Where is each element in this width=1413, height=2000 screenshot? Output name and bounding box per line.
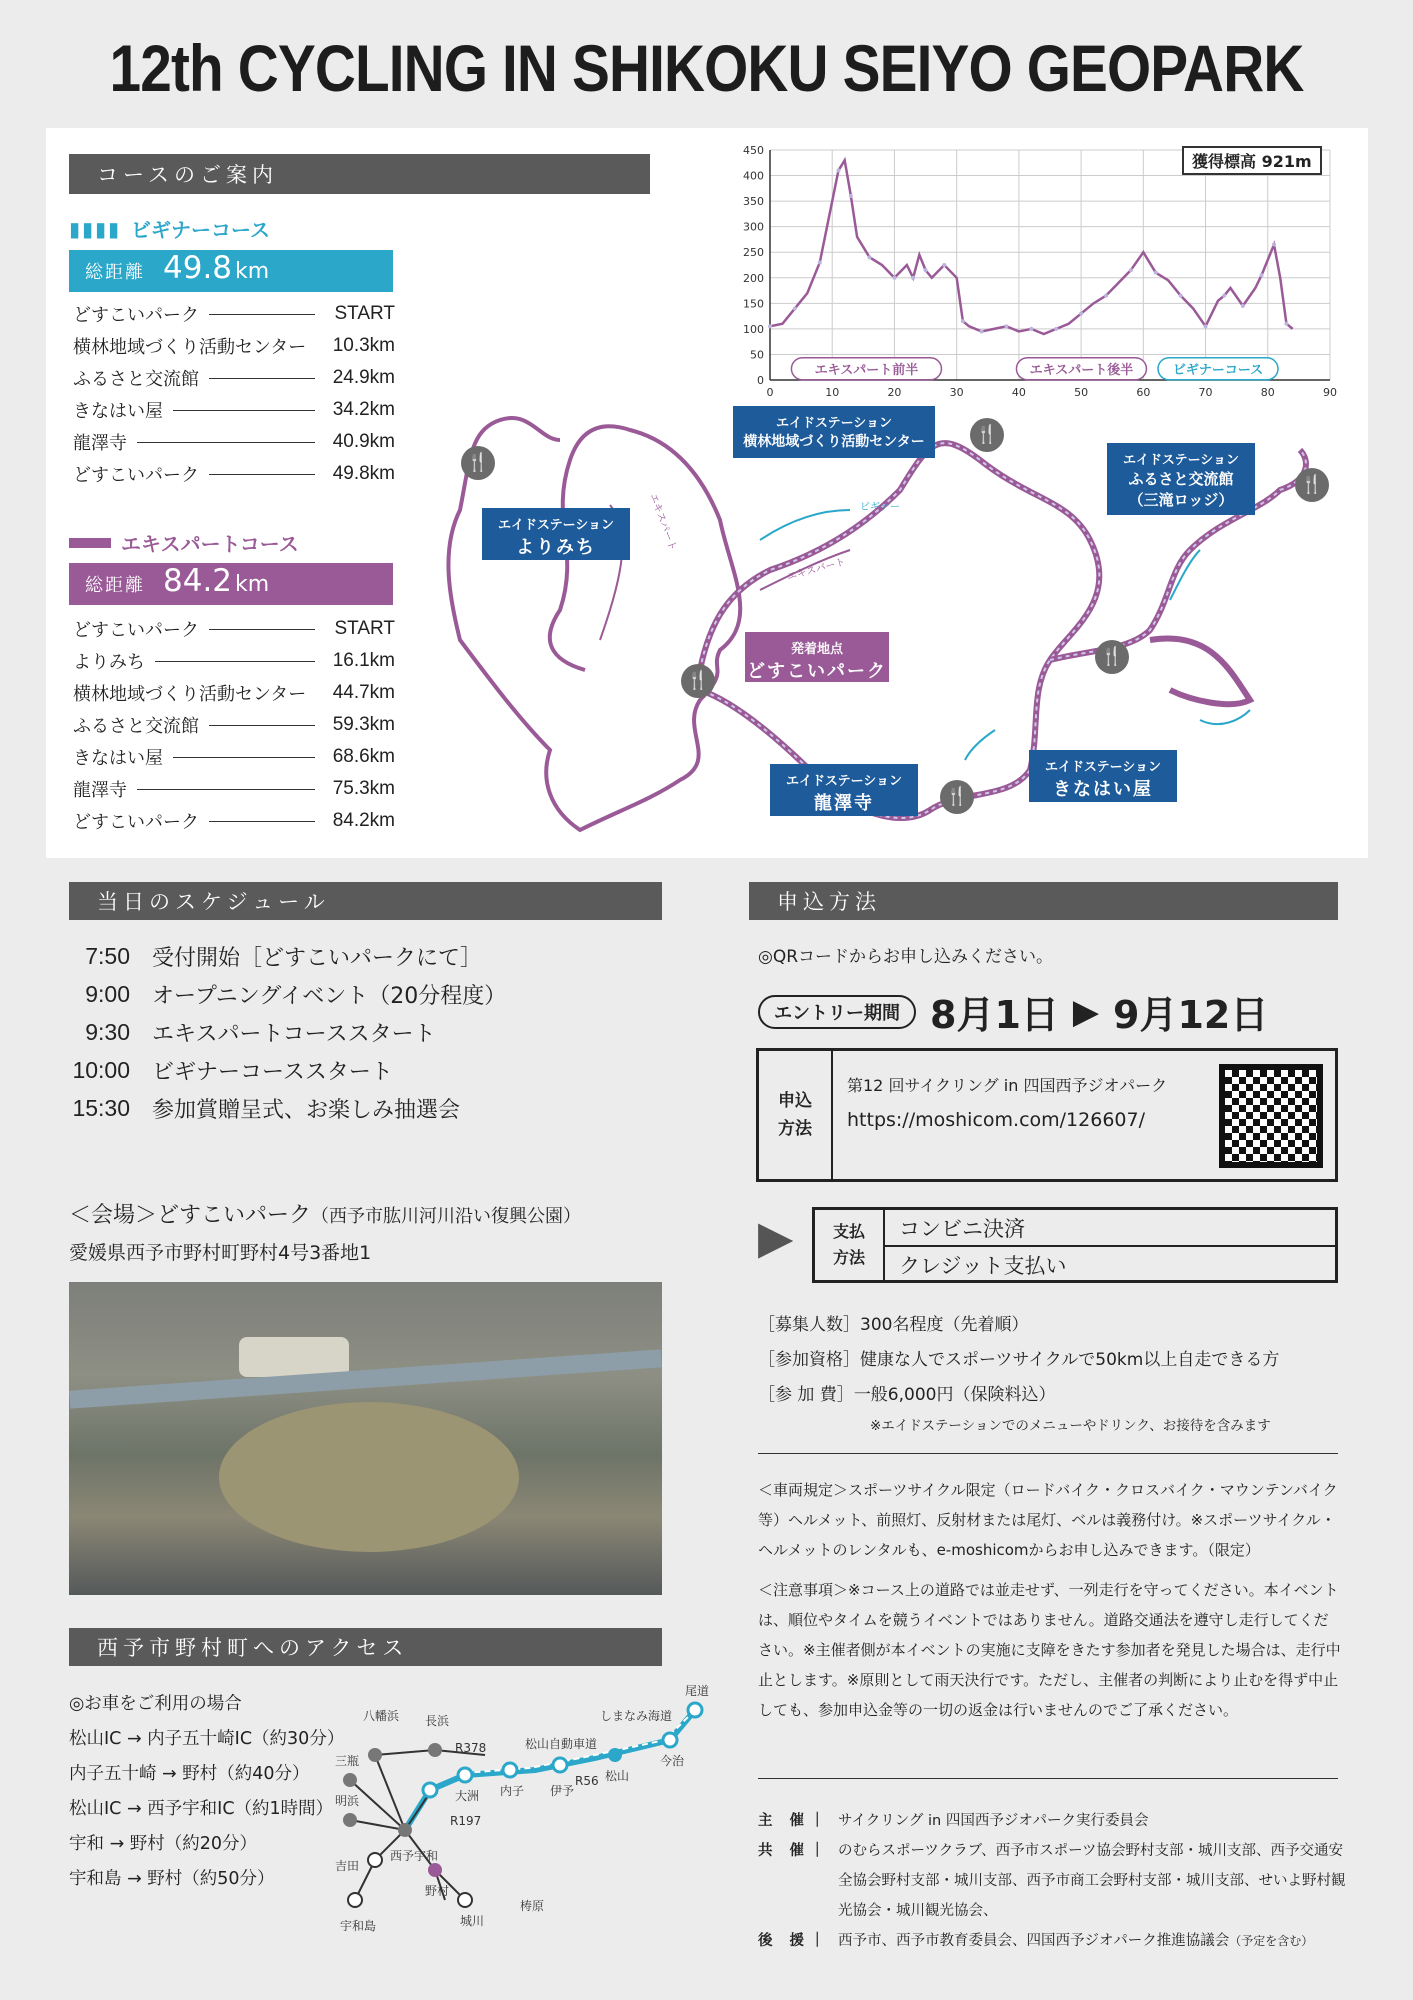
elevation-point: [1204, 324, 1208, 328]
fork-knife-icon: 🍴: [461, 446, 495, 480]
beginner-total-value: 49.8: [163, 250, 233, 286]
expert-total-unit: km: [235, 572, 270, 597]
aid-big: 横林地域づくり活動センター: [743, 434, 925, 450]
expert-stop-list: [73, 613, 395, 837]
aid-small: エイドステーション: [1122, 453, 1240, 468]
detail-value: 一般6,000円（保険料込）: [853, 1385, 1056, 1405]
access-routes: [69, 1685, 369, 1895]
elevation-point: [911, 276, 915, 280]
list-item: [73, 330, 395, 362]
beginner-stop-list: [73, 298, 395, 490]
aid-big: 龍澤寺: [814, 793, 874, 814]
elevation-point: [980, 329, 984, 333]
x-tick-label: 10: [825, 386, 840, 399]
map-label-beginner: ビギナー: [860, 502, 900, 513]
beginner-course-heading: [69, 214, 270, 243]
aid-big: ふるさと交流館: [1128, 470, 1234, 488]
aid-station-yorimichi: [482, 508, 630, 560]
map-expwy: 松山自動車道: [525, 1737, 598, 1751]
list-item: [73, 613, 395, 645]
schedule-time: 10:00: [72, 1056, 130, 1083]
map-r197: R197: [450, 1814, 482, 1828]
stop-name: どすこいパーク: [73, 812, 199, 833]
y-tick-label: 50: [750, 348, 764, 362]
payment-option: クレジット支払い: [899, 1253, 1067, 1278]
map-shimanami: しまなみ海道: [600, 1709, 673, 1723]
stop-distance: 40.9km: [332, 431, 395, 452]
apply-method-label: 申込 方法: [759, 1051, 833, 1179]
elevation-point: [1222, 294, 1226, 298]
segment-label: エキスパート後半: [1029, 362, 1134, 378]
elevation-gain-label: 獲得標高 921m: [1182, 146, 1322, 175]
payment-box: [812, 1207, 1338, 1283]
elevation-point: [1104, 294, 1108, 298]
x-tick-label: 60: [1136, 386, 1151, 399]
credit-value: 西予市、西予市教育委員会、四国西予ジオパーク推進協議会: [838, 1933, 1230, 1949]
fork-knife-icon: 🍴: [1095, 640, 1129, 674]
map-yoshida: 吉田: [335, 1859, 360, 1873]
expert-bar-icon: [69, 538, 111, 548]
schedule-list: [40, 937, 660, 1127]
y-tick-label: 350: [743, 195, 764, 209]
detail-key: ［参 加 費］: [758, 1385, 854, 1405]
credit-key: 共 催｜: [758, 1843, 831, 1859]
map-yusuhara: 梼原: [520, 1899, 545, 1913]
apply-method-box: [756, 1048, 1338, 1182]
map-akehama: 明浜: [335, 1794, 360, 1808]
fork-knife-icon: 🍴: [970, 418, 1004, 452]
list-item: [73, 426, 395, 458]
stop-name: ふるさと交流館: [73, 369, 199, 390]
stop-distance: 75.3km: [332, 778, 395, 799]
elevation-line: [770, 160, 1293, 334]
map-uwajima: 宇和島: [340, 1919, 377, 1933]
expert-total-distance: [69, 563, 393, 605]
schedule-text: 参加賞贈呈式、お楽しみ抽選会: [152, 1097, 461, 1123]
aid-small: エイドステーション: [785, 774, 903, 789]
list-item: [758, 1343, 1338, 1378]
aid-big: きなはい屋: [1053, 779, 1153, 800]
aid-small: エイドステーション: [1044, 760, 1162, 775]
list-item: 内子五十崎 → 野村（約40分）: [69, 1764, 310, 1784]
elevation-chart: [725, 140, 1345, 400]
list-item: [40, 1051, 660, 1089]
credit-key: 主 催｜: [758, 1813, 831, 1829]
entry-period-label: エントリー期間: [758, 995, 916, 1029]
entry-period-to: 9月12日: [1113, 993, 1269, 1037]
map-yawatahama: 八幡浜: [363, 1709, 400, 1723]
elevation-point: [1004, 324, 1008, 328]
elevation-point: [961, 319, 965, 323]
credits: [758, 1806, 1348, 1956]
aid-station-yokobayashi: [733, 406, 935, 458]
access-header: 西予市野村町へのアクセス: [69, 1628, 662, 1666]
apply-url[interactable]: https://moshicom.com/126607/: [847, 1109, 1145, 1131]
access-intro: ◎お車をご利用の場合: [69, 1694, 242, 1714]
map-label-expert: エキスパート: [785, 556, 847, 583]
list-item: [73, 773, 395, 805]
list-item: [40, 975, 660, 1013]
stop-distance: 34.2km: [332, 399, 395, 420]
map-nomura: 野村: [425, 1884, 450, 1898]
payment-option: コンビニ決済: [885, 1210, 1335, 1247]
stop-distance: 84.2km: [332, 810, 395, 831]
stop-name: 横林地域づくり活動センター: [73, 337, 307, 358]
aid-station-furusato: [1107, 443, 1255, 515]
list-item: [758, 1378, 1338, 1413]
credit-note: （予定を含む）: [1229, 1934, 1314, 1948]
map-uchiko: 内子: [500, 1784, 525, 1798]
x-tick-label: 80: [1260, 386, 1275, 399]
stop-distance: START: [334, 618, 395, 639]
access-map: [335, 1680, 715, 1960]
fork-knife-icon: 🍴: [940, 780, 974, 814]
list-item: 松山IC → 西予宇和IC（約1時間）: [69, 1799, 334, 1819]
stop-name: 龍澤寺: [73, 780, 127, 801]
elevation-point: [1272, 243, 1276, 247]
beginner-course-name: ビギナーコース: [131, 218, 271, 242]
elevation-point: [818, 260, 822, 264]
stop-name: 横林地域づくり活動センター: [73, 684, 307, 705]
elevation-point: [1154, 271, 1158, 275]
list-item: 宇和島 → 野村（約50分）: [69, 1869, 275, 1889]
venue-address: 愛媛県西予市野村町野村4号3番地1: [69, 1242, 372, 1264]
x-tick-label: 90: [1323, 386, 1337, 399]
map-label-expert-v: エキスパート: [647, 492, 678, 553]
triangle-right-icon: ▶: [758, 1210, 794, 1264]
aid-station-ryutakuji: [770, 764, 918, 816]
list-item: [73, 645, 395, 677]
segment-label: エキスパート前半: [814, 362, 919, 378]
stop-distance: 44.7km: [332, 682, 395, 703]
y-tick-label: 400: [743, 169, 764, 183]
stop-name: よりみち: [73, 652, 145, 673]
detail-key: ［募集人数］: [758, 1315, 860, 1335]
y-tick-label: 0: [757, 374, 764, 387]
map-shirokawa: 城川: [460, 1914, 485, 1928]
list-item: 宇和 → 野村（約20分）: [69, 1834, 258, 1854]
elevation-point: [768, 324, 772, 328]
credit-key: 後 援｜: [758, 1933, 831, 1949]
course-header: コースのご案内: [69, 154, 650, 194]
entry-period: [758, 984, 1268, 1039]
elevation-point: [942, 263, 946, 267]
schedule-time: 9:30: [85, 1018, 130, 1045]
apply-details: [758, 1308, 1338, 1413]
list-item: [40, 937, 660, 975]
entry-period-from: 8月1日: [930, 993, 1059, 1037]
elevation-point: [1079, 312, 1083, 316]
fork-knife-icon: 🍴: [681, 664, 715, 698]
y-tick-label: 250: [743, 246, 764, 260]
venue-name: ＜会場＞どすこいパーク: [69, 1203, 312, 1228]
credit-row: [758, 1806, 1348, 1836]
y-tick-label: 150: [743, 297, 764, 311]
list-item: [73, 362, 395, 394]
start-big: どすこいパーク: [747, 661, 887, 682]
venue-photo: [69, 1282, 662, 1595]
start-point: [745, 632, 889, 682]
notes: ＜注意事項＞※コース上の道路では並走せず、一列走行を守ってください。本イベントは、順位やタイムを競うイベントではありません。道路交通法を遵守し走行してください。※主催者側が本イベントの実施に支障をきたす参加者を発見した場合は、走行中止とします。※原則として雨天決行です。ただし、主催者の判断により止むを得ず中止しても、参加申込金等の一切の返金は行いませんのでご了承ください。: [758, 1581, 1341, 1719]
list-item: [73, 741, 395, 773]
list-item: [73, 458, 395, 490]
detail-value: 300名程度（先着順）: [860, 1315, 1029, 1335]
stop-distance: 49.8km: [332, 463, 395, 484]
x-tick-label: 50: [1074, 386, 1089, 399]
arrow-right-icon: ▶: [1072, 991, 1100, 1032]
map-imabari: 今治: [660, 1754, 685, 1768]
map-nagahama: 長浜: [425, 1714, 450, 1728]
x-tick-label: 0: [766, 386, 774, 399]
stop-name: ふるさと交流館: [73, 716, 199, 737]
schedule-time: 9:00: [85, 980, 130, 1007]
map-ozu: 大洲: [455, 1789, 480, 1803]
elevation-point: [1029, 327, 1033, 331]
stop-name: どすこいパーク: [73, 620, 199, 641]
schedule-time: 15:30: [72, 1094, 130, 1121]
list-item: [40, 1089, 660, 1127]
expert-total-value: 84.2: [163, 563, 233, 599]
elevation-point: [1260, 273, 1264, 277]
credit-row: [758, 1836, 1348, 1926]
list-item: [73, 709, 395, 741]
stop-name: どすこいパーク: [73, 465, 199, 486]
elevation-point: [1054, 327, 1058, 331]
divider: [758, 1778, 1338, 1779]
schedule-time: 7:50: [85, 942, 130, 969]
schedule-text: エキスパートコーススタート: [152, 1021, 436, 1047]
expert-total-label: 総距離: [85, 575, 145, 596]
qr-code[interactable]: [1219, 1064, 1323, 1168]
credit-value: のむらスポーツクラブ、西予市スポーツ協会野村支部・城川支部、西予交通安全協会野村支部・城川支部、西予市商工会野村支部・城川支部、せいよ野村観光協会・城川観光協会、: [838, 1843, 1346, 1919]
x-tick-label: 20: [887, 386, 902, 399]
elevation-point: [924, 268, 928, 272]
aid-big: よりみち: [516, 537, 596, 558]
detail-value: 健康な人でスポーツサイクルで50km以上自走できる方: [860, 1350, 1280, 1370]
list-item: [758, 1308, 1338, 1343]
payment-label: 支払 方法: [815, 1210, 885, 1280]
elevation-point: [1284, 322, 1288, 326]
y-tick-label: 100: [743, 322, 764, 336]
event-name: 第12 回サイクリング in 四国西予ジオパーク: [847, 1076, 1168, 1095]
elevation-point: [849, 194, 853, 198]
start-small: 発着地点: [790, 642, 843, 657]
elevation-point: [1179, 294, 1183, 298]
y-tick-label: 300: [743, 220, 764, 234]
list-item: 松山IC → 内子五十崎IC（約30分）: [69, 1729, 345, 1749]
expert-course-heading: [69, 528, 299, 557]
map-mitsukame: 三瓶: [335, 1754, 360, 1768]
map-onomichi: 尾道: [685, 1684, 710, 1698]
y-tick-label: 450: [743, 144, 764, 157]
stop-name: きなはい屋: [73, 401, 163, 422]
venue-sub: （西予市肱川河川沿い復興公園）: [311, 1206, 582, 1227]
elevation-point: [892, 276, 896, 280]
beginner-bars-icon: ▮▮▮▮: [69, 216, 122, 241]
list-item: [73, 298, 395, 330]
x-tick-label: 30: [949, 386, 964, 399]
stop-distance: 68.6km: [332, 746, 395, 767]
list-item: [40, 1013, 660, 1051]
list-item: [73, 805, 395, 837]
segment-label: ビギナーコース: [1172, 362, 1264, 378]
elevation-point: [1129, 268, 1133, 272]
stop-name: きなはい屋: [73, 748, 163, 769]
list-item: [73, 394, 395, 426]
aid-small: エイドステーション: [775, 416, 893, 431]
map-r378: R378: [455, 1741, 487, 1755]
x-tick-label: 40: [1011, 386, 1026, 399]
map-matsuyama: 松山: [605, 1769, 630, 1783]
qr-note: ◎QRコードからお申し込みください。: [758, 947, 1054, 967]
beginner-total-distance: [69, 250, 393, 292]
schedule-text: ビギナーコーススタート: [152, 1059, 393, 1085]
stop-distance: 24.9km: [332, 367, 395, 388]
divider: [758, 1453, 1338, 1454]
venue-title: [69, 1198, 581, 1229]
fork-knife-icon: 🍴: [1295, 468, 1329, 502]
schedule-text: 受付開始［どすこいパークにて］: [152, 945, 483, 971]
beginner-total-label: 総距離: [85, 262, 145, 283]
fee-note: ※エイドステーションでのメニューやドリンク、お接待を含みます: [870, 1418, 1271, 1434]
apply-header: 申込方法: [749, 882, 1338, 920]
elevation-point: [1241, 304, 1245, 308]
stop-name: どすこいパーク: [73, 305, 199, 326]
page-title: 12th CYCLING IN SHIKOKU SEIYO GEOPARK: [109, 31, 1304, 105]
x-tick-label: 70: [1198, 386, 1213, 399]
list-item: [73, 677, 395, 709]
stop-distance: START: [334, 303, 395, 324]
elevation-point: [836, 168, 840, 172]
stop-distance: 16.1km: [332, 650, 395, 671]
credit-row: [758, 1926, 1348, 1956]
schedule-text: オープニングイベント（20分程度）: [152, 983, 507, 1009]
schedule-header: 当日のスケジュール: [69, 882, 662, 920]
credit-value: サイクリング in 四国西予ジオパーク実行委員会: [838, 1813, 1149, 1829]
elevation-point: [793, 306, 797, 310]
y-tick-label: 200: [743, 271, 764, 285]
detail-key: ［参加資格］: [758, 1350, 860, 1370]
map-r56: R56: [575, 1774, 599, 1788]
map-seiyouwa: 西予宇和: [390, 1849, 439, 1863]
aid-big-2: （三滝ロッジ）: [1128, 491, 1234, 509]
expert-route-west: [448, 418, 740, 830]
stop-distance: 10.3km: [332, 335, 395, 356]
aid-station-kinahaiya: [1029, 750, 1177, 802]
elevation-point: [868, 255, 872, 259]
map-iyo: 伊予: [550, 1784, 575, 1798]
stop-distance: 59.3km: [332, 714, 395, 735]
expert-course-name: エキスパートコース: [121, 532, 299, 556]
stop-name: 龍澤寺: [73, 433, 127, 454]
vehicle-rules: ＜車両規定＞スポーツサイクル限定（ロードバイク・クロスバイク・マウンテンバイク等）ヘルメット、前照灯、反射材または尾灯、ベルは義務付け。※スポーツサイクル・ヘルメットのレンタルも、e-moshicomからお申し込みできます。（限定）: [758, 1481, 1338, 1559]
aid-small: エイドステーション: [497, 518, 615, 533]
beginner-total-unit: km: [235, 259, 270, 284]
